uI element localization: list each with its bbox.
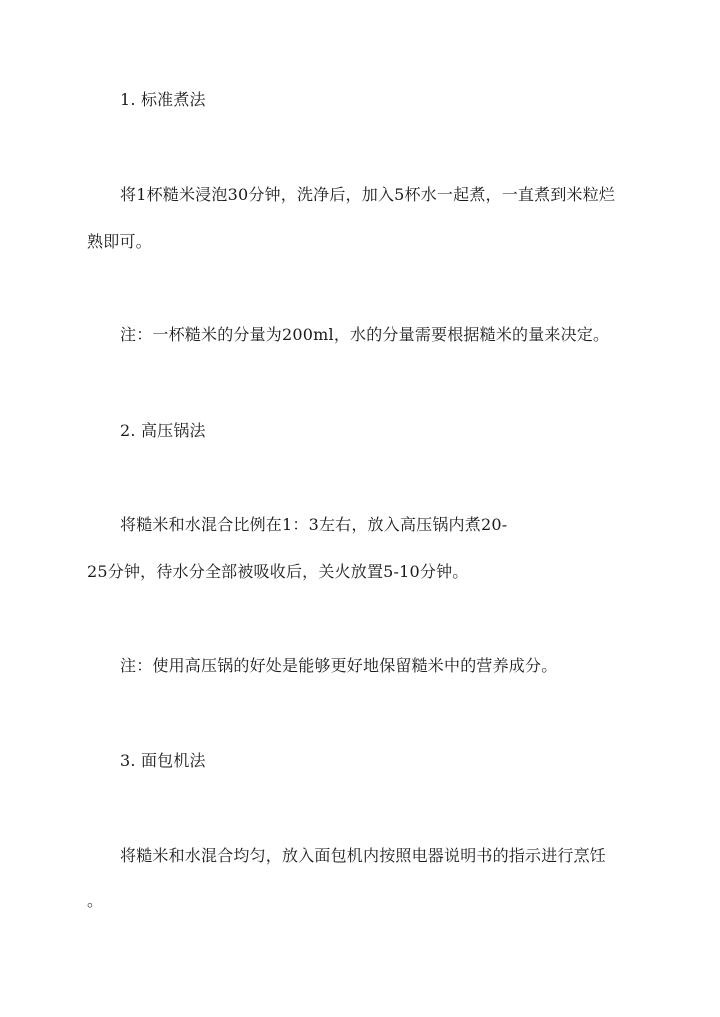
section-2-body-line-1: 将糙米和水混合比例在1：3左右，放入高压锅内煮20-: [120, 515, 508, 534]
section-1-heading: 1. 标准煮法: [120, 90, 206, 109]
section-1-body-line-1: 将1杯糙米浸泡30分钟，洗净后，加入5杯水一起煮，一直煮到米粒烂: [120, 185, 616, 204]
section-2-note: 注：使用高压锅的好处是能够更好地保留糙米中的营养成分。: [120, 656, 558, 675]
section-1-note: 注：一杯糙米的分量为200ml，水的分量需要根据糙米的量来决定。: [120, 325, 610, 344]
section-3-body-line-2: 。: [87, 891, 104, 910]
section-1-body-line-2: 熟即可。: [87, 232, 152, 251]
section-2-body-line-2: 25分钟，待水分全部被吸收后，关火放置5-10分钟。: [87, 562, 469, 581]
section-2-heading: 2. 高压锅法: [120, 421, 206, 440]
section-3-body-line-1: 将糙米和水混合均匀，放入面包机内按照电器说明书的指示进行烹饪: [120, 846, 607, 865]
section-3-heading: 3. 面包机法: [120, 751, 206, 770]
